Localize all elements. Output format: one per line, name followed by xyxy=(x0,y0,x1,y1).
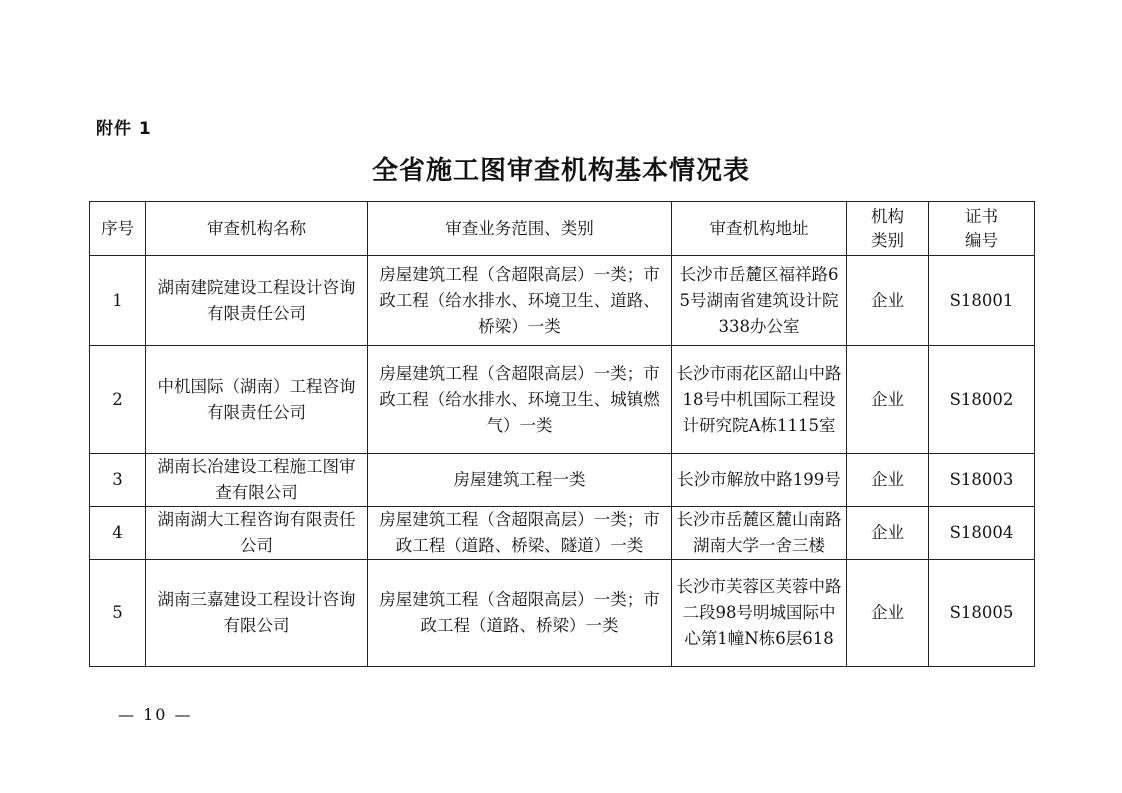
cell-seq: 5 xyxy=(90,560,146,667)
cell-address: 长沙市解放中路199号 xyxy=(672,454,847,507)
cell-seq: 2 xyxy=(90,346,146,454)
cell-cert: S18003 xyxy=(929,454,1035,507)
header-scope: 审查业务范围、类别 xyxy=(368,202,672,256)
attachment-label: 附件 1 xyxy=(96,119,152,139)
cell-cert: S18004 xyxy=(929,507,1035,560)
cell-cert: S18002 xyxy=(929,346,1035,454)
cell-address: 长沙市岳麓区麓山南路湖南大学一舍三楼 xyxy=(672,507,847,560)
table-row xyxy=(90,256,1035,346)
cell-scope: 房屋建筑工程（含超限高层）一类；市政工程（给水排水、环境卫生、道路、桥梁）一类 xyxy=(368,256,672,346)
header-cert: 证书编号 xyxy=(929,202,1035,256)
table-row xyxy=(90,454,1035,507)
header-seq: 序号 xyxy=(90,202,146,256)
header-type: 机构类别 xyxy=(847,202,929,256)
cell-scope: 房屋建筑工程（含超限高层）一类；市政工程（道路、桥梁）一类 xyxy=(368,560,672,667)
cell-type: 企业 xyxy=(847,256,929,346)
document-title: 全省施工图审查机构基本情况表 xyxy=(371,156,750,186)
cell-cert: S18001 xyxy=(929,256,1035,346)
cell-type: 企业 xyxy=(847,346,929,454)
cell-scope: 房屋建筑工程（含超限高层）一类；市政工程（道路、桥梁、隧道）一类 xyxy=(368,507,672,560)
table-header-row xyxy=(90,202,1035,256)
cell-scope: 房屋建筑工程一类 xyxy=(368,454,672,507)
cell-scope: 房屋建筑工程（含超限高层）一类；市政工程（给水排水、环境卫生、城镇燃气）一类 xyxy=(368,346,672,454)
cell-type: 企业 xyxy=(847,560,929,667)
cell-name: 湖南三嘉建设工程设计咨询有限公司 xyxy=(146,560,368,667)
header-address: 审查机构地址 xyxy=(672,202,847,256)
cell-cert: S18005 xyxy=(929,560,1035,667)
cell-address: 长沙市雨花区韶山中路18号中机国际工程设计研究院A栋1115室 xyxy=(672,346,847,454)
cell-name: 湖南长冶建设工程施工图审查有限公司 xyxy=(146,454,368,507)
cell-name: 湖南建院建设工程设计咨询有限责任公司 xyxy=(146,256,368,346)
table-row xyxy=(90,346,1035,454)
cell-seq: 3 xyxy=(90,454,146,507)
cell-address: 长沙市芙蓉区芙蓉中路二段98号明城国际中心第1幢N栋6层618 xyxy=(672,560,847,667)
cell-address: 长沙市岳麓区福祥路65号湖南省建筑设计院338办公室 xyxy=(672,256,847,346)
institution-table xyxy=(89,201,1035,667)
header-name: 审查机构名称 xyxy=(146,202,368,256)
cell-seq: 4 xyxy=(90,507,146,560)
cell-name: 湖南湖大工程咨询有限责任公司 xyxy=(146,507,368,560)
cell-type: 企业 xyxy=(847,507,929,560)
cell-seq: 1 xyxy=(90,256,146,346)
cell-type: 企业 xyxy=(847,454,929,507)
cell-name: 中机国际（湖南）工程咨询有限责任公司 xyxy=(146,346,368,454)
table-row xyxy=(90,560,1035,667)
table-row xyxy=(90,507,1035,560)
page-number: — 10 — xyxy=(118,705,193,724)
